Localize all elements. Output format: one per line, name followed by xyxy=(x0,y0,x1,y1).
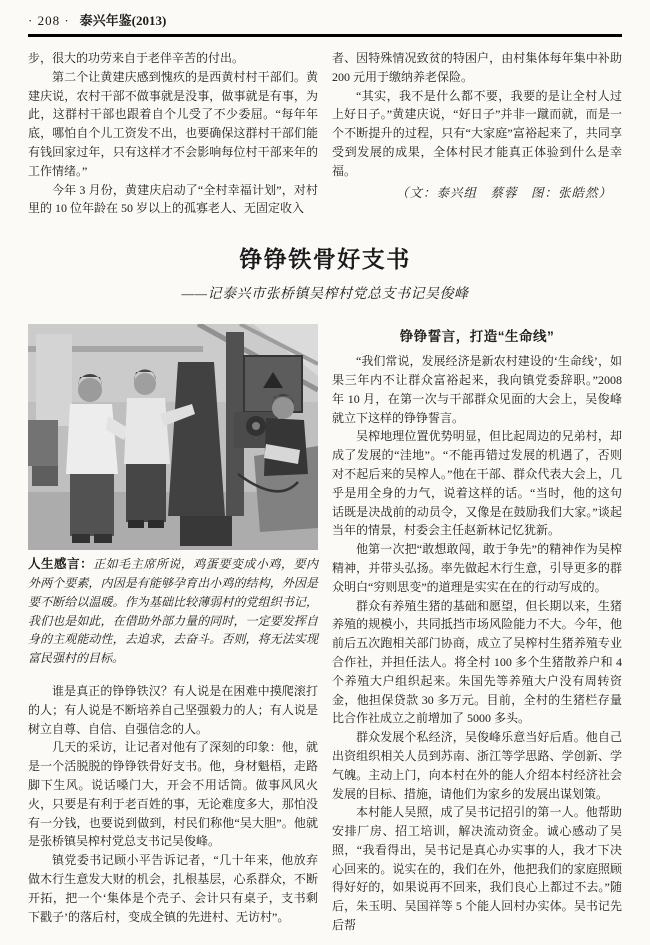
right-column-top xyxy=(332,49,622,218)
paragraph: 几天的采访，让记者对他有了深刻的印象：他，就是一个活脱脱的铮铮铁骨好支书。他，身材魁梧，走路脚下生风。说话嗓门大，开会不用话筒。做事风风火火，只要是有利于老百姓的事，无论难度多大，那怕没有一分钱，也要说到做到，村民们称他“吴大胆”。他就是张桥镇吴榨村党总支书记吴俊峰。 xyxy=(28,740,318,849)
article-body xyxy=(28,324,622,935)
section-heading: 铮铮誓言，打造“生命线” xyxy=(399,329,555,345)
quote-text: 正如毛主席所说，鸡蛋要变成小鸡，要内外两个要素，内因是有能够孕育出小鸡的结构，外因是要不断给以温暖。作为基础比较薄弱村的党组织书记，我们也是如此，在借助外部力量的同时，一定要发挥自身的主观能动性，去追求，去奋斗。否则，将无法实现富民强村的目标。 xyxy=(28,557,318,666)
right-column-main xyxy=(332,324,622,935)
page-number: · 208 · xyxy=(28,13,70,28)
right-paragraphs xyxy=(332,352,622,935)
header-rule xyxy=(28,34,622,37)
article-subtitle: ——记泰兴市张桥镇吴榨村党总支书记吴俊峰 xyxy=(181,287,469,303)
paragraph: 步，很大的功劳来自于老伴辛苦的付出。 xyxy=(28,51,245,65)
left-paragraphs xyxy=(28,682,318,926)
paragraph: 者、因特殊情况致贫的特困户，由村集体每年集中补助 200 元用于缴纳养老保险。 xyxy=(332,51,622,84)
right-top-paragraphs xyxy=(332,49,622,181)
paragraph: 谁是真正的铮铮铁汉？有人说是在困难中摸爬滚打的人；有人说是不断培养自己坚强毅力的人；有人说是树立自尊、自信、自强信念的人。 xyxy=(28,683,318,736)
left-column-top xyxy=(28,49,318,218)
paragraph: 第二个让黄建庆感到愧疚的是西黄村村干部们。黄建庆说，农村干部不做事就是没事，做事就是有事，为此，这群村干部也跟着自个儿受了不少委屈。“每年年底，哪怕自个儿工资发不出，也要确保这群村干部们能有钱回家过年，只有这样才不会影响每位村干部来年的工作情绪。” xyxy=(28,69,318,178)
article-title: 铮铮铁骨好支书 xyxy=(239,246,411,273)
paragraph: 吴榨地理位置优势明显，但比起周边的兄弟村，却成了发展的“洼地”。“不能再错过发展的机遇了，否则对不起后来的吴榨人。”他在干部、群众代表大会上，几乎是用全身的力气，说着这样的话。“当时，他的这句话既是决战前的动员令，又像是在鼓励我们大家。”谈起当年的情景，村委会主任赵新林记忆犹新。 xyxy=(332,429,622,538)
workshop-photo-graphic xyxy=(28,324,318,550)
book-title: 泰兴年鉴(2013) xyxy=(79,13,167,28)
page-header xyxy=(28,6,622,29)
paragraph: 群众发展个私经济，吴俊峰乐意当好后盾。他自己出资组织相关人员到苏南、浙江等学思路、学创新、学气魄。主动上门，向本村在外的能人介绍本村经济社会发展的目标、措施，请他们为家乡的发展出谋划策。 xyxy=(332,730,622,801)
article-headline xyxy=(28,241,622,303)
paragraph: 今年 3 月份，黄建庆启动了“全村幸福计划”，对村里的 10 位年龄在 50 岁以上的孤寡老人、无固定收入 xyxy=(28,182,318,216)
paragraph: 他第一次把“敢想敢闯，敢于争先”的精神作为吴榨精神，并带头弘扬。率先做起木行生意，引导更多的群众明白“穷则思变”的道理是实实在在的行动写成的。 xyxy=(332,542,622,594)
paragraph: 本村能人吴照，成了吴书记招引的第一人。他帮助安排厂房、招工培训，解决流动资金。诚心感动了吴照，“我看得出，吴书记是真心办实事的人，我才下决心回来的。说实在的，我们在外，他把我们的家庭照顾得好好的，如果说再不回来，我们良心上都过不去。”随后，朱玉明、吴国祥等 5 个能人回村办实体。吴书记先后帮 xyxy=(332,805,622,933)
paragraph: 镇党委书记顾小平告诉记者，“几十年来，他放弃做木行生意发大财的机会，扎根基层，心系群众，不断开拓，把一个‘集体是个壳子、会计只有桌子，支书剩下戳子’的落后村，变成全镇的先进村、无访村”。 xyxy=(28,853,318,924)
article-photo xyxy=(28,324,318,550)
paragraph: “其实，我不是什么都不要，我要的是让全村人过上好日子。”黄建庆说，“好日子”并非一蹴而就，而是一个不断提升的过程，只有“大家庭”富裕起来了，共同享受到发展的成果，全体村民才能真正体验到什么是幸福。 xyxy=(332,88,622,178)
previous-article-continuation xyxy=(28,49,622,218)
paragraph: 群众有养殖生猪的基础和愿望，但长期以来，生猪养殖的规模小，共同抵挡市场风险能力不大。今年，他前后五次跑相关部门协商，成立了吴榨村生猪养殖专业合作社，并担任法人。将全村 100 多个生猪散养户和 4 个养殖大户组织起来。朱国先等养殖大户没有周转资金，他担保贷款 30 多万元。目前，全村的生猪栏存量比合作社成立之前增加了 5000 多头。 xyxy=(332,598,622,726)
byline: （文：泰兴组 蔡蓉 图：张皓然） xyxy=(395,185,612,200)
left-column-main xyxy=(28,324,318,935)
life-quote xyxy=(28,555,318,668)
quote-label: 人生感言： xyxy=(28,557,94,572)
paragraph: “我们常说，发展经济是新农村建设的‘生命线’，如果三年内不让群众富裕起来，我向镇党委辞职。”2008 年 10 月，在第一次与干部群众见面的大会上，吴俊峰就立下这样的铮铮誓言。 xyxy=(332,354,622,425)
